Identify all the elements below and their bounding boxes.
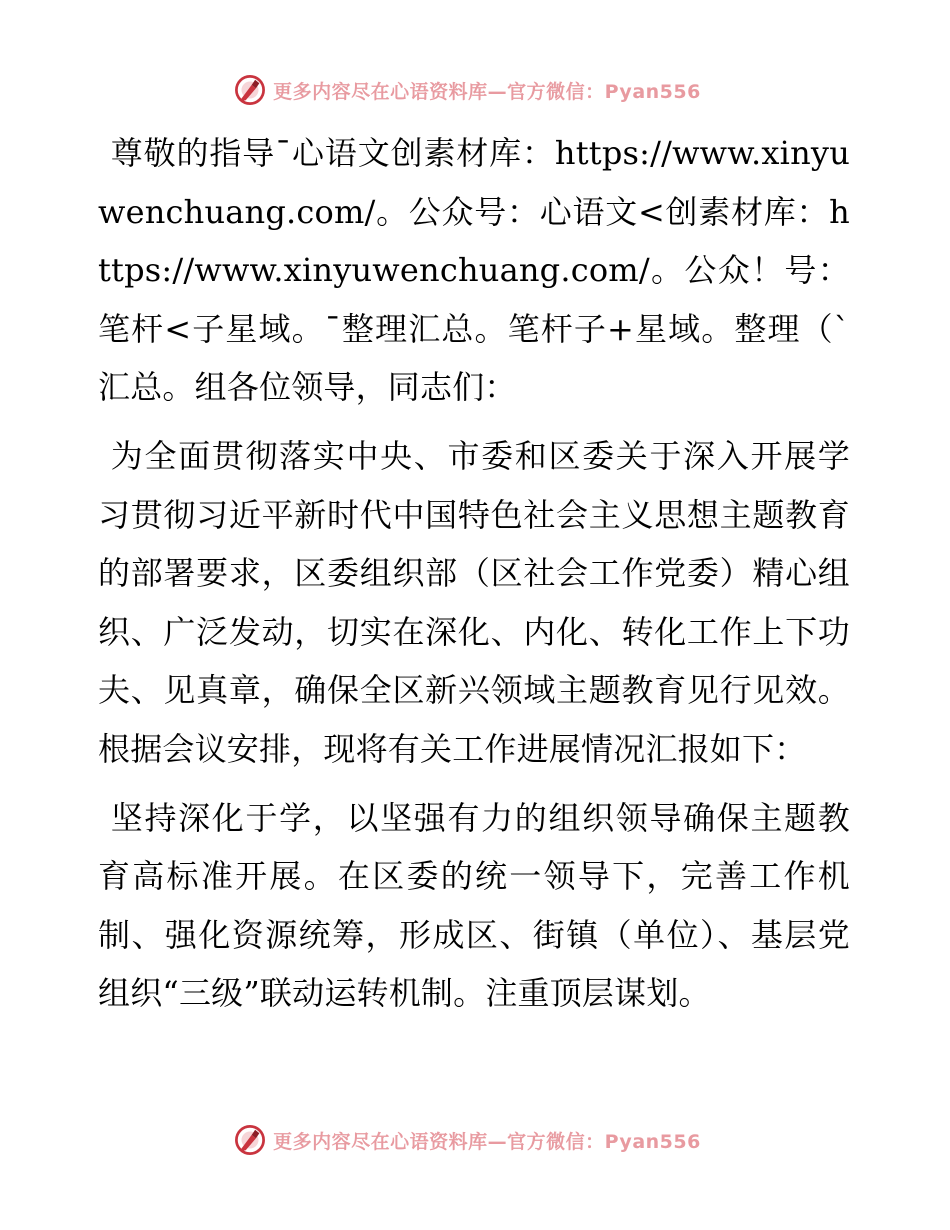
paragraph-study: 坚持深化于学，以坚强有力的组织领导确保主题教育高标准开展。在区委的统一领导下，完善工作机制、强化资源统筹，形成区、街镇（单位）、基层党组织“三级”联动运转机制。注重顶层谋划。 — [98, 798, 850, 1013]
footer-banner-inner — [233, 1123, 701, 1157]
paragraph-summary: 为全面贯彻落实中央、市委和区委关于深入开展学习贯彻习近平新时代中国特色社会主义思想主题教育的部署要求，区委组织部（区社会工作党委）精心组织、广泛发动，切实在深化、内化、转化工作上下功夫、见真章，确保全区新兴领域主题教育见行见效。根据会议安排，现将有关工作进展情况汇报如下： — [98, 436, 850, 768]
xinyu-logo-icon — [233, 73, 267, 107]
header-banner-text: 更多内容尽在心语资料库—官方微信：Pyan556 — [273, 80, 701, 103]
xinyu-logo-icon — [233, 1123, 267, 1157]
footer-banner — [0, 1118, 950, 1162]
header-banner — [0, 68, 950, 112]
paragraph-intro: 尊敬的指导¯心语文创素材库：https://www.xinyuwenchuang.com/。公众号：心语文<创素材库：https://www.xinyuwenchuang.com/。公众！号：笔杆<子星域。¯整理汇总。笔杆子+星域。整理（`汇总。组各位领导，同志们： — [98, 134, 850, 407]
header-banner-inner — [233, 73, 701, 107]
footer-banner-text: 更多内容尽在心语资料库—官方微信：Pyan556 — [273, 1130, 701, 1153]
document-body — [98, 124, 850, 1023]
